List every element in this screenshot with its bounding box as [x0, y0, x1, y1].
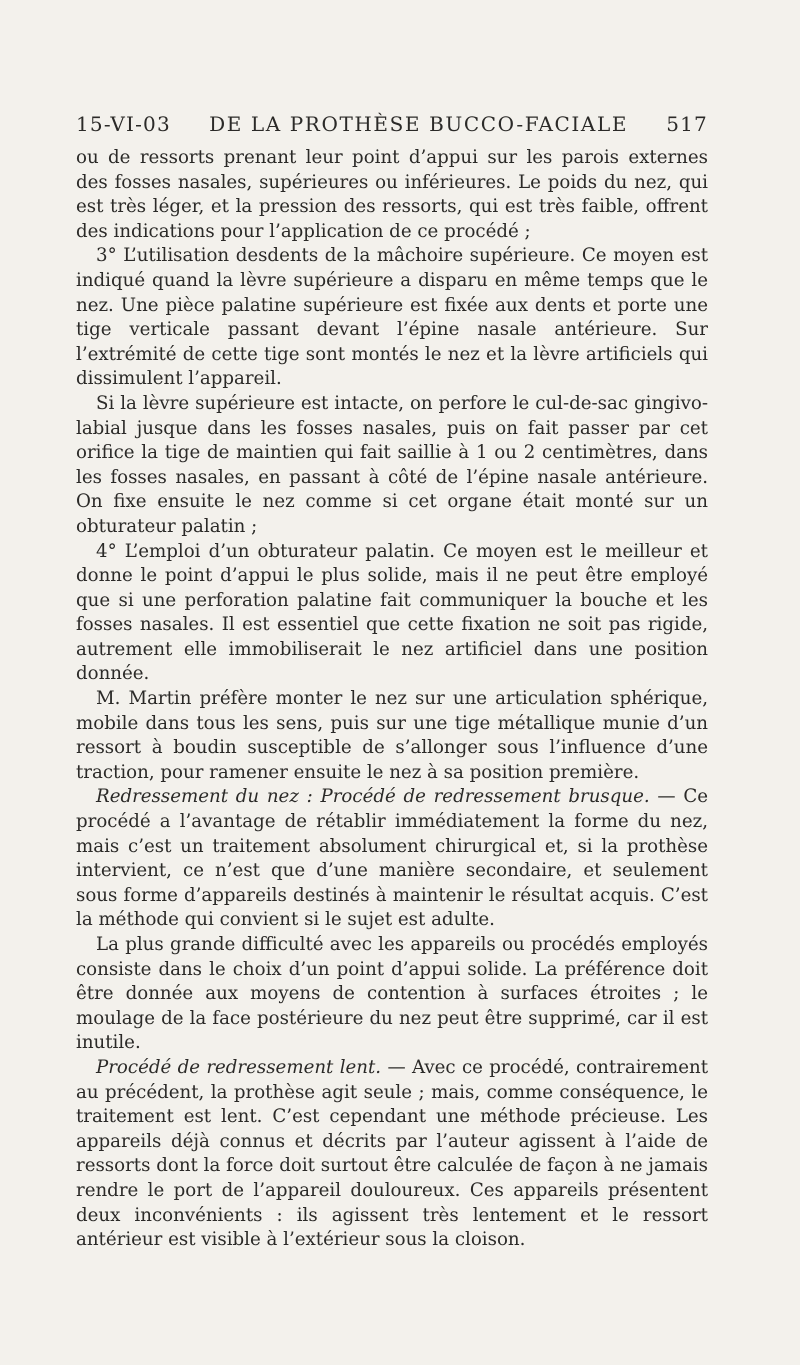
text-run: — Ce procédé a l’avantage de rétablir immédiatement la forme du nez, mais c’est un traitement absolument chirurgical et, si la prothèse intervient, ce n’est que d’une manière secondaire, et seulement sous forme d’appareils destinés à maintenir le résultat acquis. C’est la méthode qui convient si le sujet est adulte.: [76, 786, 708, 931]
running-title: DE LA PROTHÈSE BUCCO-FACIALE: [209, 112, 629, 136]
running-header: [76, 112, 708, 142]
header-date: 15-VI-03: [76, 112, 171, 136]
paragraph: [76, 785, 708, 933]
text-run: M. Martin préfère monter le nez sur une articulation sphérique, mobile dans tous les sens, puis sur une tige métallique munie d’un ressort à boudin susceptible de s’allonger sous l’influence d’une traction, pour ramener ensuite le nez à sa position première.: [76, 688, 708, 783]
text-run: La plus grande difficulté avec les appareils ou procédés employés consiste dans le choix d’un point d’appui solide. La préférence doit être donnée aux moyens de contention à surfaces étroites ; le moulage de la face postérieure du nez peut être supprimé, car il est inutile.: [76, 934, 708, 1054]
body-text: [76, 146, 708, 1253]
text-run: 4° L’emploi d’un obturateur palatin. Ce moyen est le meilleur et donne le point d’appui le plus solide, mais il ne peut être employé que si une perforation palatine fait communiquer la bouche et les fosses nasales. Il est essentiel que cette fixation ne soit pas rigide, autrement elle immobiliserait le nez artificiel dans une position donnée.: [76, 540, 708, 685]
paragraph: [76, 146, 708, 244]
page-number: 517: [666, 112, 708, 136]
paragraph: [76, 933, 708, 1056]
paragraph: [76, 392, 708, 540]
italic-run: Procédé de redressement lent.: [96, 1056, 382, 1078]
text-run: Si la lèvre supérieure est intacte, on perfore le cul-de-sac gingivo-labial jusque dans les fosses nasales, puis on fait passer par cet orifice la tige de maintien qui fait saillie à 1 ou 2 centimètres, dans les fosses nasales, en passant à côté de l’épine nasale antérieure. On fixe ensuite le nez comme si cet organe était monté sur un obturateur palatin ;: [76, 392, 708, 537]
paragraph: [76, 244, 708, 392]
paragraph: [76, 540, 708, 688]
italic-run: Redressement du nez : Procédé de redressement brusque.: [96, 786, 650, 808]
paragraph: [76, 1056, 708, 1253]
text-run: — Avec ce procédé, contrairement au précédent, la prothèse agit seule ; mais, comme conséquence, le traitement est lent. C’est cependant une méthode précieuse. Les appareils déjà connus et décrits par l’auteur agissent à l’aide de ressorts dont la force doit surtout être calculée de façon à ne jamais rendre le port de l’appareil douloureux. Ces appareils présentent deux inconvénients : ils agissent très lentement et le ressort antérieur est visible à l’extérieur sous la cloison.: [76, 1056, 709, 1251]
paragraph: [76, 687, 708, 785]
text-run: ou de ressorts prenant leur point d’appui sur les parois externes des fosses nasales, supérieures ou inférieures. Le poids du nez, qui est très léger, et la pression des ressorts, qui est très faible, offrent des indications pour l’application de ce procédé ;: [76, 147, 708, 242]
text-run: 3° L’utilisation desdents de la mâchoire supérieure. Ce moyen est indiqué quand la lèvre supérieure a disparu en même temps que le nez. Une pièce palatine supérieure est fixée aux dents et porte une tige verticale passant devant l’épine nasale antérieure. Sur l’extrémité de cette tige sont montés le nez et la lèvre artificiels qui dissimulent l’appareil.: [76, 245, 708, 390]
